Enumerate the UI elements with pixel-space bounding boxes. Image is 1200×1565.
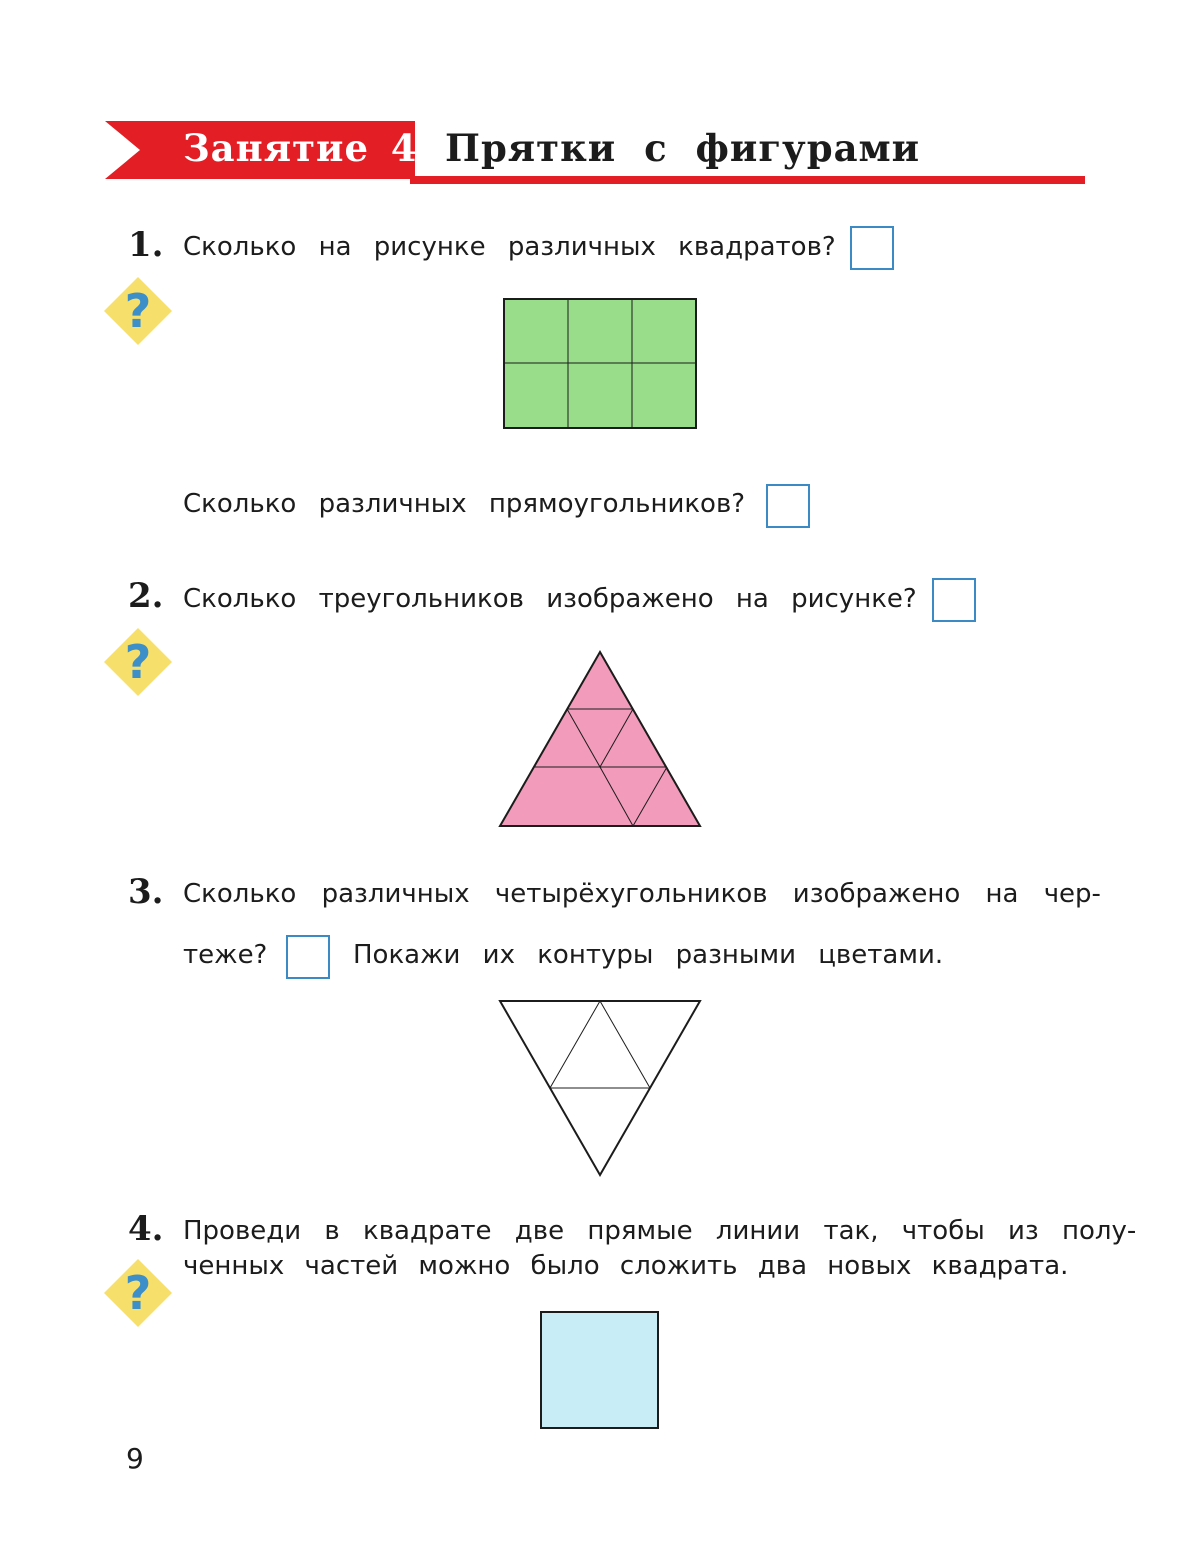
task-4-question-line1: Проведи в квадрате две прямые линии так, чтобы из полу- bbox=[183, 1216, 1137, 1246]
svg-text:?: ? bbox=[124, 635, 152, 689]
task-3-question-line1: Сколько различных четырёхугольников изображено на чер- bbox=[183, 879, 1101, 909]
task-4-number: 4. bbox=[128, 1209, 164, 1249]
task-1-number: 1. bbox=[128, 225, 164, 265]
lesson-title: Прятки с фигурами bbox=[445, 126, 921, 170]
task-3-answer-box[interactable] bbox=[286, 935, 330, 979]
svg-text:?: ? bbox=[124, 1266, 152, 1320]
task-4-blue-square-figure bbox=[540, 1311, 660, 1430]
task-1-answer-box[interactable] bbox=[850, 226, 894, 270]
task-2-question: Сколько треугольников изображено на рисунке? bbox=[183, 584, 917, 614]
task-2-pink-triangle-figure bbox=[497, 650, 703, 828]
lesson-label: Занятие 4 bbox=[183, 126, 418, 170]
question-diamond-icon bbox=[102, 1257, 174, 1329]
svg-text:?: ? bbox=[124, 284, 152, 338]
task-3-question-line2-end: Покажи их контуры разными цветами. bbox=[353, 940, 944, 970]
task-3-number: 3. bbox=[128, 872, 164, 912]
task-1-sub-question: Сколько различных прямоугольников? bbox=[183, 489, 746, 519]
task-1-sub-answer-box[interactable] bbox=[766, 484, 810, 528]
question-diamond-icon bbox=[102, 275, 174, 347]
task-2-number: 2. bbox=[128, 576, 164, 616]
header-rule bbox=[410, 176, 1085, 184]
task-3-inverted-triangle-figure bbox=[497, 999, 703, 1177]
task-3-question-line2-start: теже? bbox=[183, 940, 268, 970]
question-diamond-icon bbox=[102, 626, 174, 698]
page-number: 9 bbox=[126, 1442, 144, 1475]
task-1-question: Сколько на рисунке различных квадратов? bbox=[183, 232, 836, 262]
task-4-question-line2: ченных частей можно было сложить два новых квадрата. bbox=[183, 1251, 1069, 1281]
task-2-answer-box[interactable] bbox=[932, 578, 976, 622]
task-1-green-grid-figure bbox=[503, 298, 697, 429]
